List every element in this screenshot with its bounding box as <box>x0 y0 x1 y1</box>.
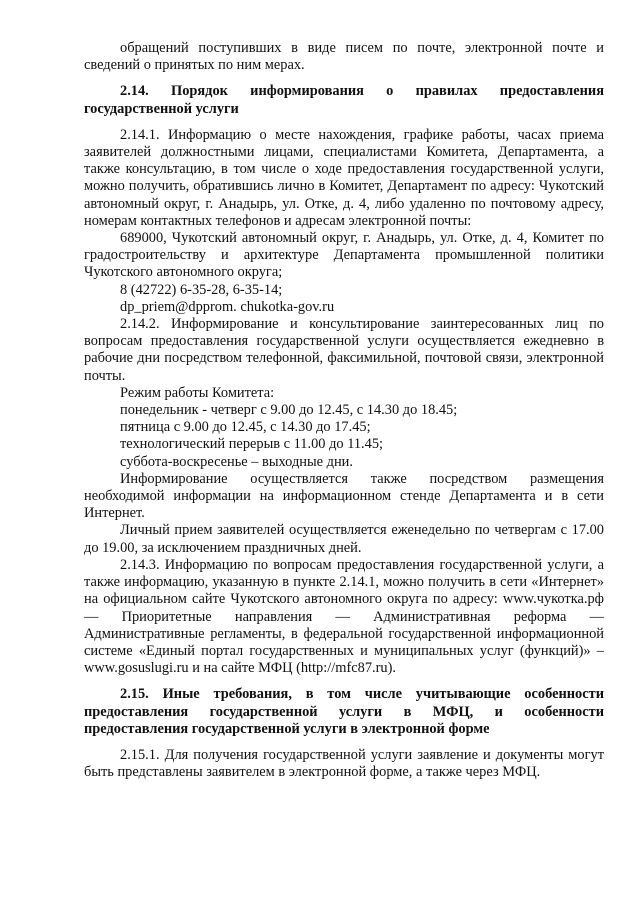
schedule-title: Режим работы Комитета: <box>120 384 275 401</box>
schedule-line-mon-thu: понедельник - четверг с 9.00 до 12.45, с 14.30 до 18.45; <box>120 402 458 419</box>
document-page <box>84 40 604 781</box>
schedule-line-weekend: суббота-воскресенье – выходные дни. <box>120 453 353 470</box>
paragraph-2-14-2: 2.14.2. Информирование и консультирование заинтересованных лиц по вопросам предоставления государственной услуги осуществляется ежедневно в рабочие дни посредством телефонной, факсимильной, почтовой связи, электронной почты. <box>84 316 604 384</box>
paragraph-2-14-3: 2.14.3. Информацию по вопросам предоставления государственной услуги, а также информацию, указанную в пункте 2.14.1, можно получить в сети «Интернет» на официальном сайте Чукотского автономного округа по адресу: www.чукотка.рф — Приоритетные направления — Административная реформа — Административные регламенты, в федеральной государственной информационной системе «Единый портал государственных и муниципальных услуг (функций)» – www.gosuslugi.ru и на сайте МФЦ (http://mfc87.ru). <box>84 556 604 677</box>
paragraph-2-14-1: 2.14.1. Информацию о месте нахождения, графике работы, часах приема заявителей должностными лицами, специалистами Комитета, Департамента, а также консультацию, в том числе о ходе предоставления государственной услуги, можно получить, обратившись лично в Комитет, Департамент по адресу: Чукотский автономный округ, г. Анадырь, ул. Отке, д. 4, либо удаленно по почтовому адресу, номерам контактных телефонов и адресам электронной почты: <box>84 126 604 229</box>
section-heading-2-14: 2.14. Порядок информирования о правилах предоставления государственной услуги <box>84 83 604 117</box>
paragraph-email-address: dp_priem@dpprom. chukotka-gov.ru <box>120 298 335 315</box>
paragraph-postal-address: 689000, Чукотский автономный округ, г. Анадырь, ул. Отке, д. 4, Комитет по градостроительству и архитектуре Департамента промышленной политики Чукотского автономного округа; <box>84 230 604 281</box>
paragraph-personal-reception: Личный прием заявителей осуществляется еженедельно по четвергам с 17.00 до 19.00, за исключением праздничных дней. <box>84 522 604 556</box>
paragraph-2-15-1: 2.15.1. Для получения государственной услуги заявление и документы могут быть представлены заявителем в электронной форме, а также через МФЦ. <box>84 746 604 781</box>
paragraph-info-stand: Информирование осуществляется также посредством размещения необходимой информации на информационном стенде Департамента и в сети Интернет. <box>84 470 604 522</box>
schedule-line-friday: пятница с 9.00 до 12.45, с 14.30 до 17.45; <box>120 419 371 436</box>
paragraph-phone-numbers: 8 (42722) 6-35-28, 6-35-14; <box>120 281 283 298</box>
schedule-line-break: технологический перерыв с 11.00 до 11.45; <box>120 436 384 453</box>
paragraph-intro-continuation: обращений поступивших в виде писем по почте, электронной почте и сведений о принятых по ним мерах. <box>84 40 604 74</box>
section-heading-2-15: 2.15. Иные требования, в том числе учитывающие особенности предоставления государственной услуги в МФЦ, и особенности предоставления государственной услуги в электронной форме <box>84 686 604 737</box>
